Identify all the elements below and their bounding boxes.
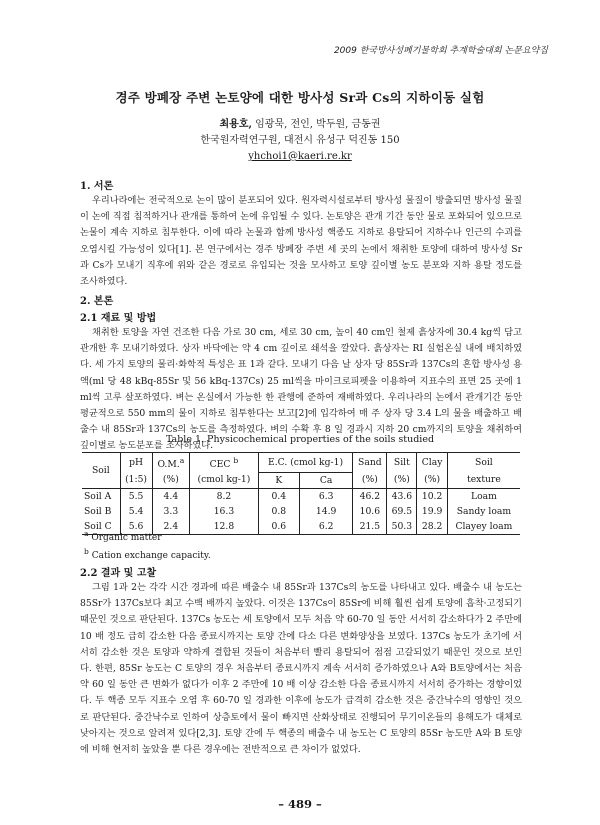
table-footnotes — [84, 527, 211, 563]
table-cell: Soil C — [82, 519, 120, 535]
table-cell: 6.3 — [299, 488, 353, 504]
sub-silt: (%) — [387, 472, 417, 488]
col-clay: Clay — [417, 453, 447, 473]
footnote-b-text: Cation exchange capacity. — [91, 551, 211, 561]
footnote-a-text: Organic matter — [91, 533, 162, 543]
sub-ph: (1:5) — [120, 472, 152, 488]
table-cell: 2.4 — [152, 519, 190, 535]
section-methods-heading: 2.1 재료 및 방법 — [80, 313, 157, 324]
table-cell: 0.8 — [258, 504, 299, 519]
table-cell: 50.3 — [387, 519, 417, 535]
soil-properties-table — [82, 452, 520, 535]
author-names — [0, 117, 600, 133]
table-cell: 0.6 — [258, 519, 299, 535]
page-number: – 489 – — [278, 797, 322, 811]
table-cell: Clayey loam — [447, 519, 520, 535]
table-subheader-row — [82, 472, 520, 488]
author-email[interactable]: yhchoi1@kaeri.re.kr — [248, 151, 352, 162]
table-cell: 5.6 — [120, 519, 152, 535]
table-row — [82, 504, 520, 519]
col-soil: Soil — [82, 453, 120, 489]
author-block — [0, 117, 600, 165]
table-cell: 5.4 — [120, 504, 152, 519]
col-ec: E.C. (cmol kg-1) — [258, 453, 353, 473]
table-cell: 21.5 — [353, 519, 387, 535]
section-methods-text: 채취한 토양을 자연 건조한 다음 가로 30 cm, 세로 30 cm, 높이 40 cm인 철제 흙상자에 30.4 kg씩 담고 관개한 후 모내기하였다. 상자 바닥에는 약 4 cm 깊이로 쇄석을 깔았다. 흙상자는 RI 실험온실 내에 배치하였다. 세 가지 토양의 물리·화학적 특성은 표 1과 같다. 모내기 다음 날 상자 당 85Sr과 137Cs의 혼합 방사성 용액(ml 당 48 kBq-85Sr 및 56 kBq-137Cs) 25 ml씩을 마이크로피펫을 이용하여 지표수의 표면 25 곳에 1 ml씩 고루 살포하였다. 벼는 온실에서 가능한 한 관행에 준하여 재배하였다. 우리나라의 논에서 관개기간 동안 평균적으로 550 mm의 물이 지하로 침투한다는 보고[2]에 입각하여 매 주 상자 당 3.4 L의 물을 배출하고 배출수 내 85Sr과 137Cs의 농도를 측정하였다. 벼의 수확 후 8 일 경과시 지하 20 cm까지의 토양을 채취하여 깊이별로 농도분포를 조사하였다. — [80, 327, 522, 452]
col-om: O.M.$^a$ — [152, 453, 190, 473]
table-cell: 19.9 — [417, 504, 447, 519]
table-cell: Sandy loam — [447, 504, 520, 519]
footnote-a: $^a$ Organic matter — [84, 529, 162, 543]
table-cell: 0.4 — [258, 488, 299, 504]
col-texture: Soil — [447, 453, 520, 473]
section-body-heading: 2. 본론 — [80, 296, 114, 307]
section-results-text: 그림 1과 2는 각각 시간 경과에 따른 배출수 내 85Sr과 137Cs의 농도를 나타내고 있다. 배출수 내 농도는 85Sr가 137Cs보다 최고 수백 배까지 높았다. 이것은 137Cs이 85Sr에 비해 훨씬 쉽게 토양에 흡착·고정되기 때문인 것으로 판단된다. 137Cs 농도는 세 토양에서 모두 처음 약 60-70 일 동안 서서히 감소하다가 2 주만에 10 배 정도 급히 감소한 다음 종료시까지는 토양 간에 다소 다른 변화양상을 보였다. 137Cs 농도가 초기에 서서히 감소한 것은 토양과 약하게 결합된 것들이 처음부터 빨리 용탈되어 점점 고갈되었기 때문인 것으로 보인다. 한편, 85Sr 농도는 C 토양의 경우 처음부터 종료시까지 계속 서서히 증가하였으나 A와 B토양에서는 처음 약 60 일 동안 큰 변화가 없다가 이후 2 주만에 10 배 이상 감소한 다음 종료시까지 서서히 증가하는 경향이었다. 두 핵종 모두 지표수 오염 후 60-70 일 경과한 이후에 농도가 급격히 감소한 것은 중간낙수의 영향인 것으로 판단된다. 중간낙수로 인하여 상층토에서 물이 빠지면 산화상태로 진행되어 무기이온들의 용해도가 대체로 낮아지는 것으로 알려져 있다[2,3]. 토양 간에 두 핵종의 배출수 내 농도는 C 토양의 85Sr 농도만 A와 B 토양에 비해 현저히 높았을 뿐 다른 경우에는 전반적으로 큰 차이가 없었다. — [80, 582, 522, 756]
col-sand: Sand — [353, 453, 387, 473]
table-cell: 14.9 — [299, 504, 353, 519]
table-cell: 16.3 — [190, 504, 258, 519]
table-cell: 3.3 — [152, 504, 190, 519]
table-cell: 28.2 — [417, 519, 447, 535]
table-cell: Soil B — [84, 505, 112, 517]
corresponding-author: 최용호, — [219, 119, 252, 130]
col-cec-label: CEC — [209, 459, 231, 471]
table-header-row — [82, 453, 520, 473]
sub-ec-ca: Ca — [299, 472, 353, 488]
table-cell: 12.8 — [190, 519, 258, 535]
table-cell: 5.5 — [120, 488, 152, 504]
table-cell: Loam — [447, 488, 520, 504]
paper-title: 경주 방폐장 주변 논토양에 대한 방사성 Sr과 Cs의 지하이동 실험 — [115, 90, 485, 105]
footnote-b: $^b$ Cation exchange capacity. — [84, 547, 211, 561]
sub-clay: (%) — [417, 472, 447, 488]
running-header: 2009 한국방사성폐기물학회 추계학술대회 논문요약집 — [333, 46, 548, 56]
sub-ec-k: K — [258, 472, 299, 488]
table-cell: 4.4 — [152, 488, 190, 504]
coauthors: 임광묵, 전인, 박두원, 금동권 — [251, 119, 381, 130]
sub-sand: (%) — [353, 472, 387, 488]
table-row — [82, 488, 520, 504]
affiliation: 한국원자력연구원, 대전시 유성구 덕진동 150 — [200, 135, 400, 146]
table-cell: 10.6 — [353, 504, 387, 519]
col-silt: Silt — [387, 453, 417, 473]
section-results-heading: 2.2 결과 및 고찰 — [80, 568, 157, 579]
section-intro-heading: 1. 서론 — [80, 181, 114, 192]
col-cec: CEC $^b$ — [190, 453, 258, 473]
table-cell: Soil A — [84, 490, 112, 502]
sub-texture: texture — [447, 472, 520, 488]
sub-om: (%) — [152, 472, 190, 488]
table-cell: 8.2 — [190, 488, 258, 504]
col-ph: pH — [120, 453, 152, 473]
table-cell: 69.5 — [387, 504, 417, 519]
table-cell: 10.2 — [417, 488, 447, 504]
section-intro-text: 우리나라에는 전국적으로 논이 많이 분포되어 있다. 원자력시설로부터 방사성 물질이 방출되면 방사성 물질이 논에 직접 침적하거나 관개를 통하여 논에 유입될 수 있다. 논토양은 관개 기간 동안 물로 포화되어 있으므로 논물이 계속 지하로 침투한다. 이에 따라 논물과 함께 방사성 핵종도 지하로 용탈되어 지하수나 인근의 수괴를 오염시킬 가능성이 있다[1]. 본 연구에서는 경주 방폐장 주변 세 곳의 논에서 채취한 토양에 대하여 방사성 Sr과 Cs가 모내기 직후에 위와 같은 경로로 유입되는 것을 모사하고 토양 깊이별 농도 분포와 지하 용탈 정도를 조사하였다. — [80, 195, 522, 288]
col-om-label: O.M. — [157, 459, 180, 471]
table-cell: 6.2 — [299, 519, 353, 535]
table-cell: 46.2 — [353, 488, 387, 504]
table-caption: Table 1. Physicochemical properties of the soils studied — [165, 434, 435, 445]
table-cell: 43.6 — [387, 488, 417, 504]
sub-cec: (cmol kg-1) — [190, 472, 258, 488]
